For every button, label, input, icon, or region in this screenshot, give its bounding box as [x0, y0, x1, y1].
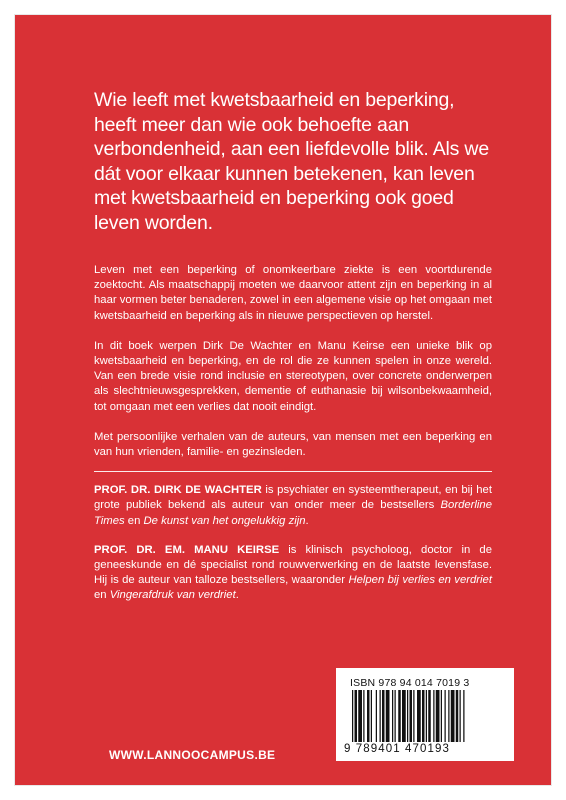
- description-paragraph-1: Leven met een beperking of onomkeerbare ziekte is een voortdurende zoektocht. Als maatschappij moeten we daarvoor attent zijn en beperking in al haar vormen beter benaderen, zowel in een algemene visie op het omgaan met kwetsbaarheid en beperking als in nieuwe perspectieven op herstel.: [94, 264, 492, 322]
- isbn-number: 9 789401 470193: [344, 743, 451, 755]
- divider: [94, 471, 492, 472]
- author-name: PROF. DR. DIRK DE WACHTER: [94, 484, 262, 497]
- description-paragraph-2: In dit boek werpen Dirk De Wachter en Manu Keirse een unieke blik op kwetsbaarheid en beperking, en de rol die ze kunnen spelen in onze wereld. Van een brede visie rond inclusie en stereotypen, over concrete onderwerpen als slechtnieuwsgesprekken, dementie of euthanasie bij wilsonbekwaamheid, tot omgaan met een verlies dat nooit eindigt.: [94, 339, 492, 413]
- description-paragraph-3: Met persoonlijke verhalen van de auteurs, van mensen met een beperking en van hun vrienden, familie- en gezinsleden.: [94, 430, 492, 459]
- author-bio-keirse: PROF. DR. EM. MANU KEIRSE is klinisch psycholoog, doctor in de geneeskunde en dé specialist rond rouwverwerking en de laatste levensfase. Hij is de auteur van talloze bestsellers, waaronder Helpen bij verlies en verdriet en Vingerafdruk van verdriet.: [94, 543, 492, 602]
- book-back-cover: [15, 15, 551, 785]
- barcode-bars: [352, 690, 502, 742]
- book-title: Borderline Times: [94, 499, 492, 527]
- author-name: PROF. DR. EM. MANU KEIRSE: [94, 543, 280, 556]
- isbn-barcode: [336, 668, 514, 761]
- cover-text: [94, 88, 492, 604]
- lead-statement: Wie leeft met kwetsbaarheid en beperking, heeft meer dan wie ook behoefte aan verbondenheid, aan een liefdevolle blik. Als we dát voor elkaar kunnen betekenen, kan leven met kwetsbaarheid en beperking ook goed leven worden.: [94, 89, 489, 234]
- book-title: De kunst van het ongelukkig zijn: [143, 514, 306, 527]
- book-title: Helpen bij verlies en verdriet: [348, 574, 492, 587]
- isbn-label: ISBN 978 94 014 7019 3: [350, 677, 470, 689]
- book-title: Vingerafdruk van verdriet: [109, 589, 236, 602]
- author-bio-de-wachter: PROF. DR. DIRK DE WACHTER is psychiater en systeemtherapeut, en bij het grote publiek bekend als auteur van onder meer de bestsellers Borderline Times en De kunst van het ongelukkig zijn.: [94, 484, 492, 527]
- publisher-website[interactable]: WWW.LANNOOCAMPUS.BE: [109, 748, 276, 762]
